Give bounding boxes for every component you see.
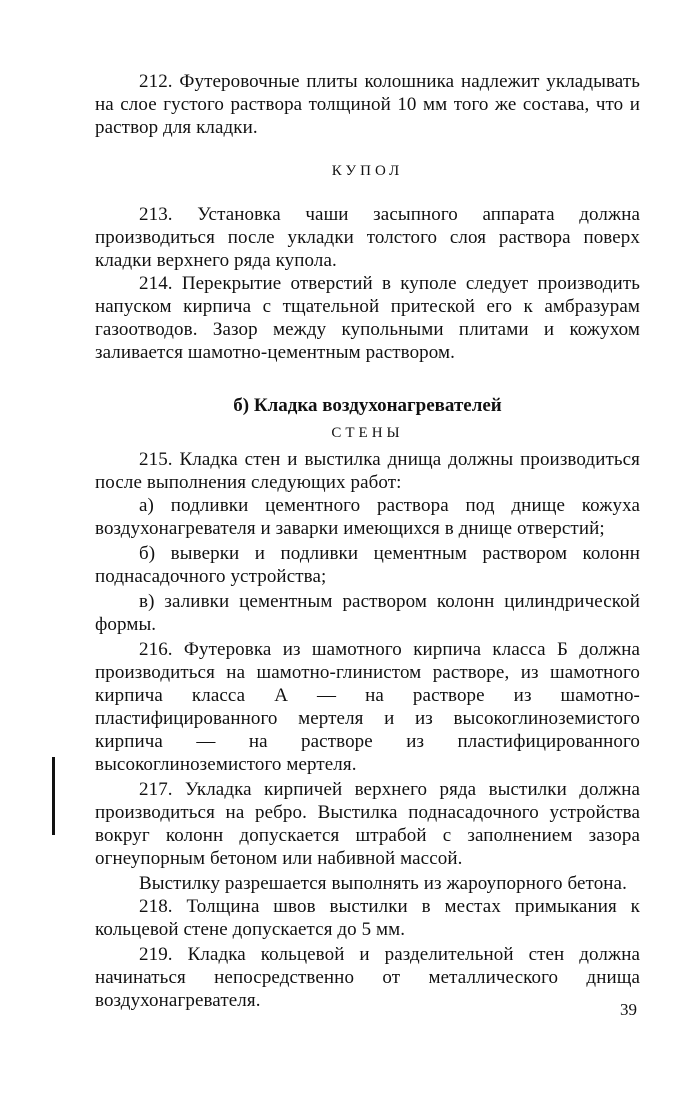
section-heading-heaters: б) Кладка воздухонагревателей — [233, 395, 502, 416]
paragraph-217-continued: Выстилку разрешается выполнять из жароупорного бетона. — [139, 873, 627, 894]
paragraph-215: 215. Кладка стен и выстилка днища должны производиться после выполнения следующих работ: — [95, 449, 640, 493]
paragraph-219: 219. Кладка кольцевой и разделительной стен должна начинаться непосредственно от металлического днища воздухонагревателя. — [95, 944, 640, 1011]
paragraph-217: 217. Укладка кирпичей верхнего ряда выстилки должна производиться на ребро. Выстилка поднасадочного устройства вокруг колонн допускается штрабой с заполнением зазора огнеупорным бетоном или набивной массой. — [95, 779, 640, 869]
subsection-heading-walls: СТЕНЫ — [331, 425, 404, 441]
margin-change-bar — [52, 757, 55, 835]
paragraph-214: 214. Перекрытие отверстий в куполе следует производить напуском кирпича с тщательной притеской его к амбразурам газоотводов. Зазор между купольными плитами и кожухом заливается шамотно-цементным раствором. — [95, 273, 640, 363]
page-number: 39 — [620, 1000, 637, 1019]
paragraph-215-b: б) выверки и подливки цементным раствором колонн поднасадочного устройства; — [95, 543, 640, 587]
section-heading-dome: КУПОЛ — [331, 163, 404, 179]
paragraph-216: 216. Футеровка из шамотного кирпича класса Б должна производиться на шамотно-глинистом растворе, из шамотного кирпича класса А — на растворе из шамотно-пластифицированного мертеля и из высокоглиноземистого кирпича — на растворе из пластифицированного высокоглиноземистого мертеля. — [95, 639, 640, 775]
paragraph-213: 213. Установка чаши засыпного аппарата должна производиться после укладки толстого слоя раствора поверх кладки верхнего ряда купола. — [95, 204, 640, 271]
paragraph-218: 218. Толщина швов выстилки в местах примыкания к кольцевой стене допускается до 5 мм. — [95, 896, 640, 940]
paragraph-215-c: в) заливки цементным раствором колонн цилиндрической формы. — [95, 591, 640, 635]
page-body — [95, 70, 640, 1012]
paragraph-212: 212. Футеровочные плиты колошника надлежит укладывать на слое густого раствора толщиной 10 мм того же состава, что и раствор для кладки. — [95, 71, 640, 138]
paragraph-215-a: а) подливки цементного раствора под днище кожуха воздухонагревателя и заварки имеющихся в днище отверстий; — [95, 495, 640, 539]
